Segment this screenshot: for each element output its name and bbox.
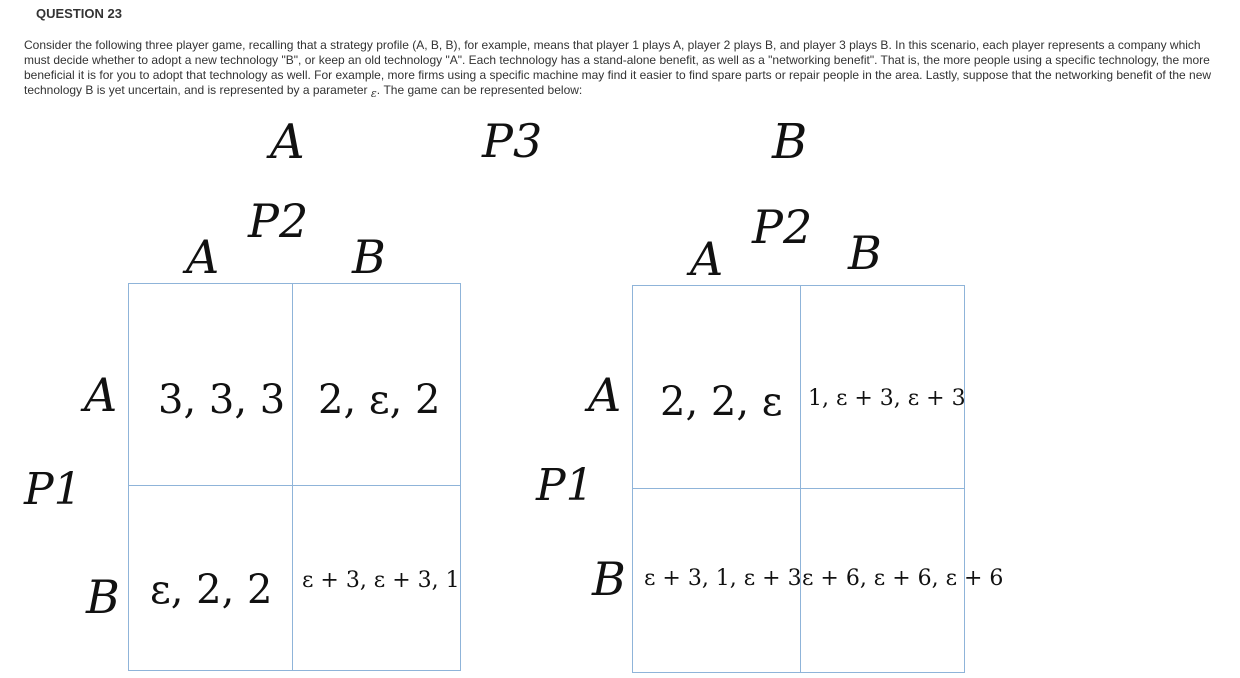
right-p1-row-b: B [592, 552, 626, 606]
right-payoff-matrix [632, 285, 965, 673]
right-p1-label: P1 [536, 460, 594, 511]
left-p1-row-b: B [86, 570, 120, 624]
p3-label: P3 [482, 114, 543, 168]
left-p2-col-a: A [186, 230, 220, 284]
left-cell-aa: 3, 3, 3 [158, 377, 286, 423]
question-body-end: . The game can be represented below: [376, 83, 583, 97]
question-text [24, 38, 1220, 98]
left-cell-ab: 2, ε, 2 [318, 377, 441, 423]
right-p1-row-a: A [588, 368, 622, 422]
left-p1-label: P1 [24, 464, 82, 515]
right-cell-bb: ε + 6, ε + 6, ε + 6 [802, 566, 1004, 591]
epsilon-symbol: ε [370, 87, 377, 100]
right-p2-col-b: B [848, 226, 882, 280]
right-cell-ab: 1, ε + 3, ε + 3 [808, 386, 966, 411]
right-matrix-vdivider [800, 285, 801, 673]
p3-strategy-a: A [270, 114, 305, 170]
right-matrix-hdivider [632, 488, 965, 489]
right-p2-label: P2 [752, 200, 813, 254]
left-cell-ba: ε, 2, 2 [150, 567, 273, 613]
left-p2-label: P2 [248, 194, 309, 248]
left-p2-col-b: B [352, 230, 386, 284]
left-matrix-vdivider [292, 283, 293, 671]
p3-strategy-b: B [772, 114, 808, 170]
question-title: QUESTION 23 [36, 6, 122, 21]
left-cell-bb: ε + 3, ε + 3, 1 [302, 568, 460, 593]
question-body: Consider the following three player game, recalling that a strategy profile (A, B, B), for example, means that player 1 plays A, player 2 plays B, and player 3 plays B. In this scenario, each player represents a company which must decide whether to adopt a new technology "B", or keep an old technology "A". Each technology has a stand-alone benefit, as well as a "networking benefit". That is, the more people using a specific technology, the more beneficial it is for you to adopt that technology as well. For example, more firms using a specific machine may find it easier to find spare parts or repair people in the area. Lastly, suppose that the networking benefit of the new technology B is yet uncertain, and is represented by a parameter [24, 38, 1212, 97]
left-p1-row-a: A [84, 368, 118, 422]
right-p2-col-a: A [690, 232, 724, 286]
right-cell-ba: ε + 3, 1, ε + 3 [644, 566, 802, 591]
right-cell-aa: 2, 2, ε [660, 379, 783, 425]
left-matrix-hdivider [128, 485, 461, 486]
